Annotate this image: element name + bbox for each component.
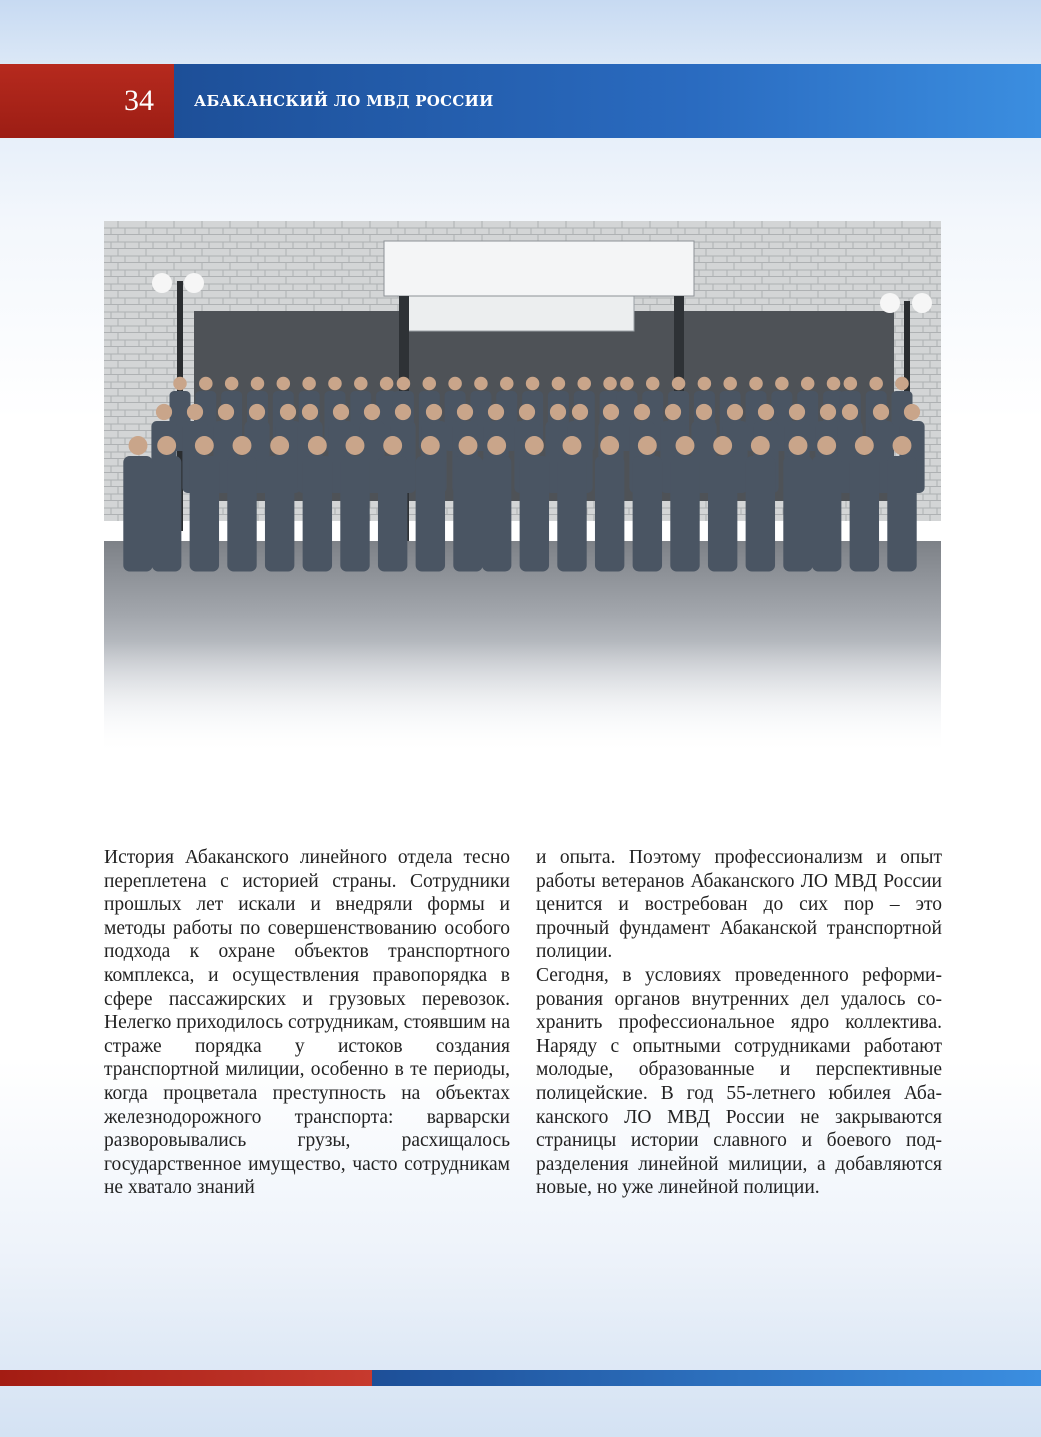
footer-blue-stripe (372, 1370, 1041, 1386)
text-column-left (104, 846, 510, 1200)
person-head (421, 436, 440, 455)
person-head (173, 377, 187, 391)
person-body (227, 456, 256, 572)
person-body (708, 456, 737, 572)
person-head (333, 404, 349, 420)
person-head (277, 377, 291, 391)
text-column-right (536, 846, 942, 1200)
person-head (563, 436, 582, 455)
person-head (500, 377, 514, 391)
person-head (789, 436, 808, 455)
person-head (713, 436, 732, 455)
person-head (526, 377, 540, 391)
person-head (603, 377, 617, 391)
person-head (873, 404, 889, 420)
footer-band (0, 1370, 1041, 1386)
person-head (600, 436, 619, 455)
person-head (487, 436, 506, 455)
person-body (783, 456, 812, 572)
paragraph-history: История Абаканского линейного отдела тесно переплетена с историей страны. Сотрудники прошлых лет искали и внедряли формы и методы работы по совершенствованию особого подхода к охране объектов транспортного комплекса, и осуществления правопорядка в сфере пассажирских и грузовых перевозок. Нелегко приходилось сотрудникам, стоявшим на страже порядка у истоков создания транспортной милиции, особенно в те периоды, когда процветала преступность на объектах железнодорожного транспорта: варварски разворовывались грузы, расхищалось государственное имущество, часто сотрудникам не хватало знаний (104, 847, 510, 1199)
running-title: АБАКАНСКИЙ ЛО МВД РОССИИ (194, 92, 494, 110)
person-head (638, 436, 657, 455)
person-body (557, 456, 586, 572)
header-band (0, 64, 1041, 138)
person-head (723, 377, 737, 391)
person-head (354, 377, 368, 391)
person-head (308, 436, 327, 455)
person-head (620, 377, 634, 391)
person-head (672, 377, 686, 391)
person-body (746, 456, 775, 572)
person-head (817, 436, 836, 455)
group-photo-illustration (104, 221, 941, 755)
paragraph-veterans: и опыта. Поэтому профессионализм и опыт работы ветеранов Абаканского ЛО МВД России ценится и востребован до сих пор – это прочный фундамент Абаканской транспортной полиции. (536, 847, 942, 963)
person-body (123, 456, 152, 572)
person-head (646, 377, 660, 391)
person-head (474, 377, 488, 391)
person-head (129, 436, 148, 455)
person-head (842, 404, 858, 420)
person-head (676, 436, 695, 455)
person-head (789, 404, 805, 420)
person-head (233, 436, 252, 455)
person-head (634, 404, 650, 420)
person-body (340, 456, 369, 572)
person-head (758, 404, 774, 420)
person-body (670, 456, 699, 572)
person-body (887, 456, 916, 572)
person-head (195, 436, 214, 455)
group-photo (104, 221, 941, 755)
person-head (855, 436, 874, 455)
person-body (595, 456, 624, 572)
person-head (751, 436, 770, 455)
person-body (152, 456, 181, 572)
page-number: 34 (124, 84, 154, 117)
person-body (303, 456, 332, 572)
person-head (457, 404, 473, 420)
person-body (453, 456, 482, 572)
person-body (378, 456, 407, 572)
person-head (249, 404, 265, 420)
person-head (426, 404, 442, 420)
person-body (520, 456, 549, 572)
person-head (395, 404, 411, 420)
person-head (552, 377, 566, 391)
person-body (416, 456, 445, 572)
person-head (302, 377, 316, 391)
person-head (696, 404, 712, 420)
person-head (459, 436, 478, 455)
person-head (550, 404, 566, 420)
person-head (225, 377, 239, 391)
person-head (893, 436, 912, 455)
person-body (265, 456, 294, 572)
person-head (698, 377, 712, 391)
person-head (157, 436, 176, 455)
person-body (812, 456, 841, 572)
person-head (364, 404, 380, 420)
person-head (775, 377, 789, 391)
person-head (519, 404, 535, 420)
page-number-box (0, 64, 174, 138)
person-head (328, 377, 342, 391)
person-head (302, 404, 318, 420)
person-head (187, 404, 203, 420)
person-body (633, 456, 662, 572)
person-head (820, 404, 836, 420)
running-title-box (174, 64, 1041, 138)
person-head (665, 404, 681, 420)
person-head (383, 436, 402, 455)
person-head (904, 404, 920, 420)
person-body (850, 456, 879, 572)
person-head (603, 404, 619, 420)
person-head (280, 404, 296, 420)
person-head (156, 404, 172, 420)
person-head (380, 377, 394, 391)
person-head (218, 404, 234, 420)
person-head (448, 377, 462, 391)
person-head (869, 377, 883, 391)
person-head (346, 436, 365, 455)
person-head (749, 377, 763, 391)
person-head (488, 404, 504, 420)
body-text (104, 846, 942, 1200)
person-head (199, 377, 213, 391)
person-head (827, 377, 841, 391)
person-head (577, 377, 591, 391)
person-head (397, 377, 411, 391)
footer-red-stripe (0, 1370, 372, 1386)
person-head (727, 404, 743, 420)
paragraph-today: Сегодня, в условиях проведенного реформирования органов внутренних дел удалось сохранить профессиональное ядро коллектива. Наряду с опытными сотрудниками работают молодые, образованные и перспективные полицейские. В год 55-летнего юбилея Абаканского ЛО МВД России не закрываются страницы истории славного и боевого подразделения линейной милиции, а добавляются новые, но уже линейной полиции. (536, 964, 942, 1199)
person-head (270, 436, 289, 455)
person-head (801, 377, 815, 391)
person-head (572, 404, 588, 420)
person-body (190, 456, 219, 572)
person-head (844, 377, 858, 391)
person-head (895, 377, 909, 391)
person-head (423, 377, 437, 391)
person-body (482, 456, 511, 572)
person-head (251, 377, 265, 391)
person-head (525, 436, 544, 455)
